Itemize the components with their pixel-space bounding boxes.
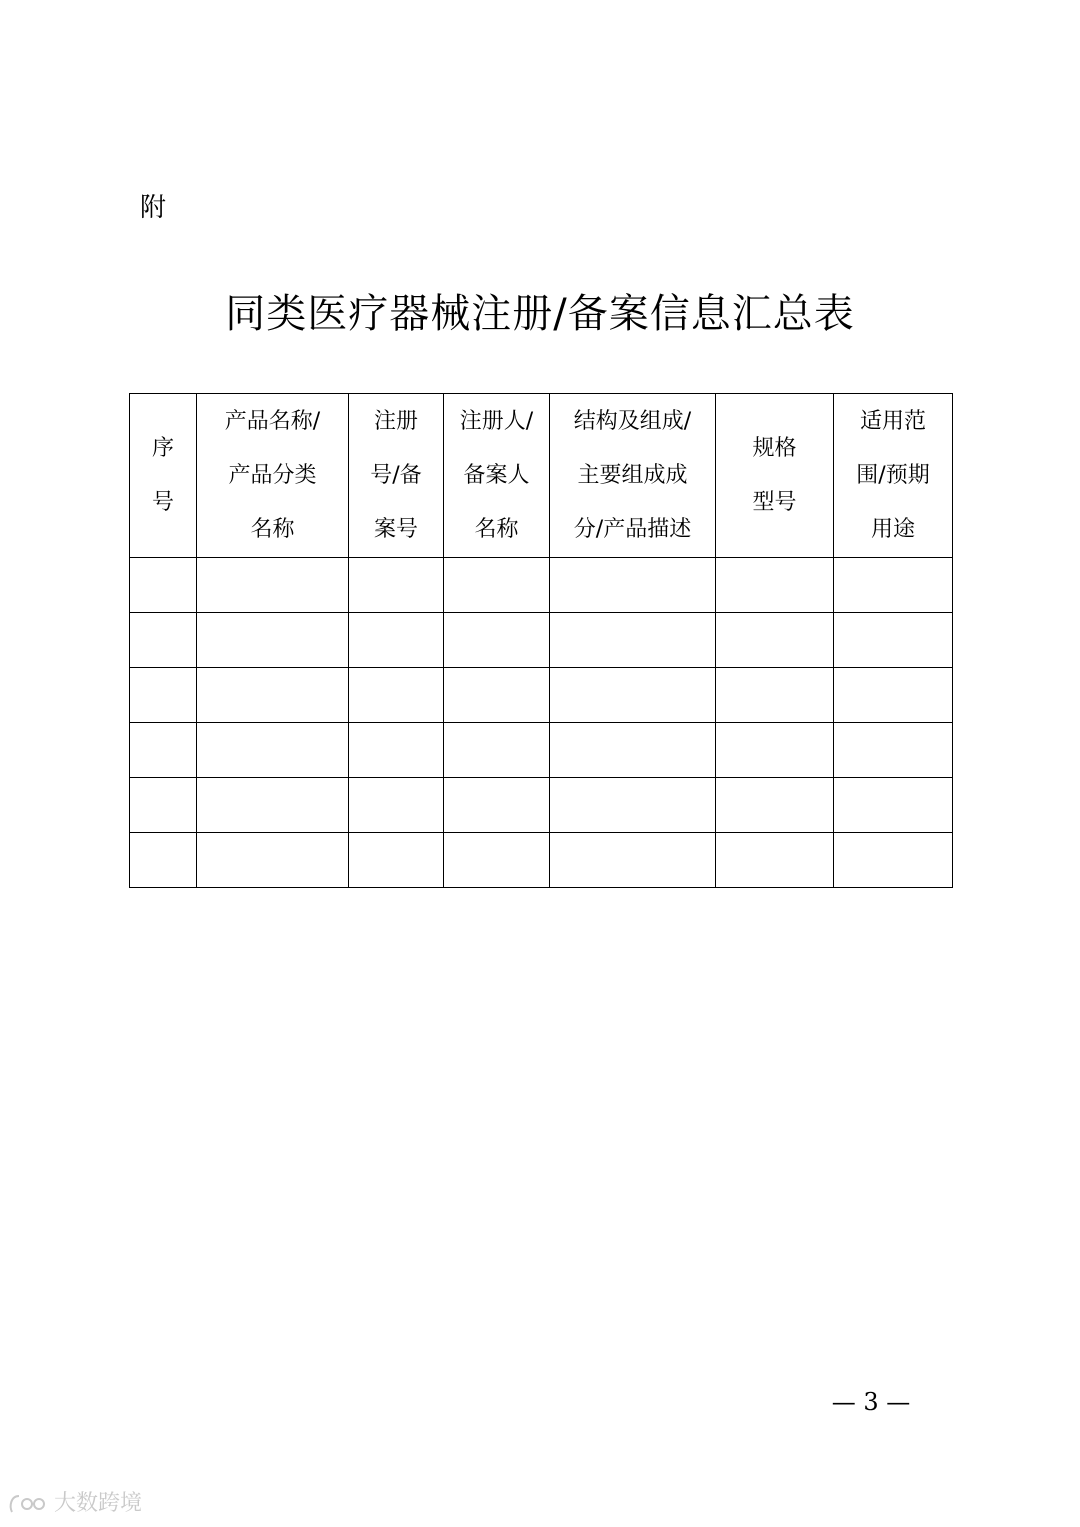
table-body [130, 558, 953, 888]
table-cell [834, 668, 953, 723]
table-cell [716, 778, 834, 833]
table-cell [716, 833, 834, 888]
table-cell [444, 833, 550, 888]
watermark [8, 1490, 142, 1518]
table-cell [716, 558, 834, 613]
table-cell [197, 723, 349, 778]
table-cell [444, 778, 550, 833]
page-title: 同类医疗器械注册/备案信息汇总表 [225, 291, 855, 337]
table-cell [130, 833, 197, 888]
table-cell [550, 613, 716, 668]
table-cell [444, 668, 550, 723]
column-header-seq: 序 号 [130, 394, 197, 558]
table-cell [444, 723, 550, 778]
table-cell [197, 668, 349, 723]
column-header-registrant: 注册人/ 备案人 名称 [444, 394, 550, 558]
summary-table [129, 393, 953, 888]
table-cell [349, 558, 444, 613]
table-cell [716, 723, 834, 778]
table-cell [197, 558, 349, 613]
table-cell [834, 833, 953, 888]
table-cell [130, 778, 197, 833]
table-cell [349, 723, 444, 778]
table-row [130, 833, 953, 888]
table-cell [550, 668, 716, 723]
table-header-row [130, 394, 953, 558]
table-cell [444, 558, 550, 613]
table-cell [349, 613, 444, 668]
table-cell [130, 613, 197, 668]
table-cell [130, 558, 197, 613]
table-row [130, 613, 953, 668]
table-cell [550, 723, 716, 778]
column-header-scope: 适用范 围/预期 用途 [834, 394, 953, 558]
table-cell [550, 833, 716, 888]
column-header-product-name: 产品名称/ 产品分类 名称 [197, 394, 349, 558]
table-row [130, 778, 953, 833]
table-cell [349, 668, 444, 723]
page-number: — 3 — [831, 1388, 911, 1416]
table-cell [550, 778, 716, 833]
table-cell [130, 668, 197, 723]
brand-logo-icon [8, 1492, 48, 1516]
table-cell [197, 613, 349, 668]
table-cell [834, 723, 953, 778]
column-header-reg-no: 注册 号/备 案号 [349, 394, 444, 558]
table-cell [130, 723, 197, 778]
table-row [130, 668, 953, 723]
attachment-label: 附 [140, 193, 167, 223]
table-cell [444, 613, 550, 668]
table-cell [197, 833, 349, 888]
table-cell [349, 778, 444, 833]
table-row [130, 558, 953, 613]
table-cell [197, 778, 349, 833]
table-cell [716, 613, 834, 668]
table-cell [349, 833, 444, 888]
table-cell [550, 558, 716, 613]
column-header-structure: 结构及组成/ 主要组成成 分/产品描述 [550, 394, 716, 558]
table-row [130, 723, 953, 778]
watermark-text: 大数跨境 [54, 1491, 143, 1516]
table-cell [834, 778, 953, 833]
column-header-spec: 规格 型号 [716, 394, 834, 558]
table-cell [834, 613, 953, 668]
table-cell [716, 668, 834, 723]
table-cell [834, 558, 953, 613]
